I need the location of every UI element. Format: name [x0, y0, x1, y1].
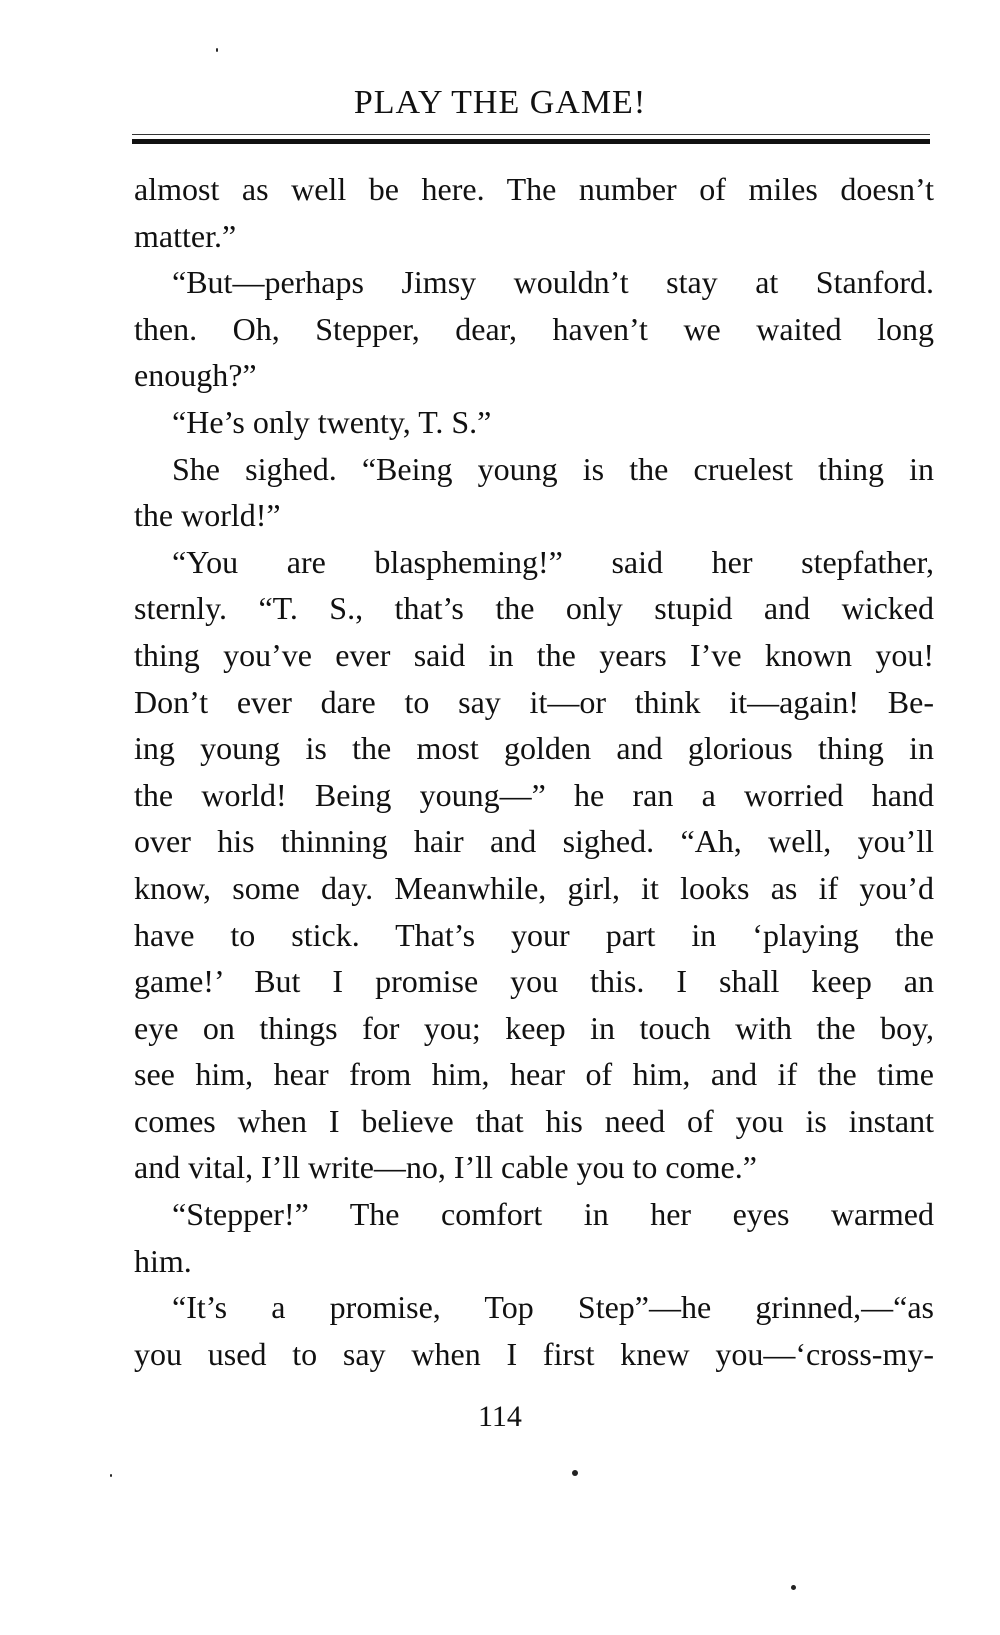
- scan-speck: [572, 1470, 578, 1476]
- text-line: “He’s only twenty, T. S.”: [172, 403, 492, 440]
- text-line: “But—perhaps Jimsy wouldn’t stay at Stanford.: [172, 264, 934, 301]
- text-line: have to stick. That’s your part in ‘playing the: [134, 916, 934, 953]
- running-head: PLAY THE GAME!: [353, 84, 647, 121]
- text-line: then. Oh, Stepper, dear, haven’t we waited long: [134, 310, 934, 347]
- body-text: [134, 166, 934, 1377]
- header-rule: [132, 139, 930, 144]
- text-line: She sighed. “Being young is the cruelest thing in: [172, 450, 934, 487]
- text-line: the world!”: [134, 497, 281, 534]
- scan-speck: [791, 1585, 796, 1590]
- text-line: “Stepper!” The comfort in her eyes warmed: [172, 1196, 934, 1233]
- text-line: eye on things for you; keep in touch with the boy,: [134, 1009, 934, 1046]
- scan-speck: [110, 1474, 112, 1477]
- text-line: and vital, I’ll write—no, I’ll cable you to come.”: [134, 1149, 757, 1186]
- text-line: see him, hear from him, hear of him, and if the time: [134, 1056, 934, 1093]
- text-line: ing young is the most golden and glorious thing in: [134, 730, 934, 767]
- text-line: enough?”: [134, 357, 257, 394]
- header-rule-thin: [132, 134, 930, 135]
- page-number: 114: [478, 1400, 522, 1433]
- text-line: “You are blaspheming!” said her stepfather,: [172, 543, 934, 580]
- text-line: know, some day. Meanwhile, girl, it looks as if you’d: [134, 869, 934, 906]
- text-line: over his thinning hair and sighed. “Ah, well, you’ll: [134, 823, 934, 860]
- text-line: Don’t ever dare to say it—or think it—again! Be-: [134, 683, 934, 720]
- text-line: comes when I believe that his need of you is instant: [134, 1102, 934, 1139]
- text-line: matter.”: [134, 217, 237, 254]
- scan-speck: [216, 48, 218, 52]
- text-line: you used to say when I first knew you—‘cross-my-: [134, 1335, 934, 1372]
- text-line: thing you’ve ever said in the years I’ve known you!: [134, 636, 934, 673]
- text-line: him.: [134, 1242, 192, 1279]
- text-line: the world! Being young—” he ran a worried hand: [134, 776, 934, 813]
- text-line: sternly. “T. S., that’s the only stupid and wicked: [134, 590, 934, 627]
- text-line: game!’ But I promise you this. I shall keep an: [134, 963, 934, 1000]
- text-line: almost as well be here. The number of miles doesn’t: [134, 171, 934, 207]
- text-line: “It’s a promise, Top Step”—he grinned,—“as: [172, 1289, 934, 1326]
